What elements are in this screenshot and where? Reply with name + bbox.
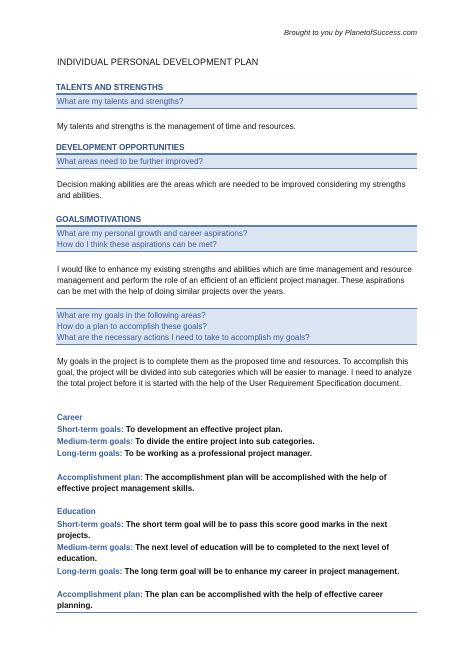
career-heading: Career bbox=[57, 413, 83, 422]
goal-text: The short term goal will be to pass this score good marks in the next projects. bbox=[57, 520, 388, 540]
question-text: What are the necessary actions I need to take to accomplish my goals? bbox=[57, 333, 310, 342]
section-heading-development: DEVELOPMENT OPPORTUNITIES bbox=[56, 143, 417, 154]
goal-text: To divide the entire project into sub categories. bbox=[133, 437, 315, 446]
goal-label: Accomplishment plan: bbox=[57, 473, 143, 482]
answer-goals-areas: My goals in the project is to complete them as the proposed time and resources. To accomplish this goal, the project will be divided into sub categories which will be easier to manage. I need to analyze the total project before it is started with the help of the User Requirement Specification document. bbox=[57, 357, 412, 388]
section-heading-goals: GOALS/MOTIVATIONS bbox=[56, 215, 417, 226]
education-medium-term bbox=[57, 542, 419, 564]
career-short-term bbox=[57, 424, 419, 435]
question-text: What are my goals in the following areas? bbox=[57, 311, 206, 320]
goal-label: Medium-term goals: bbox=[57, 543, 134, 552]
goal-label: Short-term goals: bbox=[57, 425, 124, 434]
section-heading-talents: TALENTS AND STRENGTHS bbox=[56, 83, 417, 94]
page-title: INDIVIDUAL PERSONAL DEVELOPMENT PLAN bbox=[57, 57, 259, 67]
goal-text: The plan can be accomplished with the help of effective career planning. bbox=[57, 590, 383, 610]
brand-credit: Brought to you by PlanetofSuccess.com bbox=[284, 28, 417, 37]
goal-label: Long-term goals: bbox=[57, 449, 123, 458]
education-heading: Education bbox=[57, 507, 96, 516]
question-text: How do a plan to accomplish these goals? bbox=[57, 322, 207, 331]
question-box-development bbox=[56, 154, 417, 169]
education-short-term bbox=[57, 519, 419, 541]
education-accomplishment-plan bbox=[57, 589, 419, 611]
question-text: How do I think these aspirations can be met? bbox=[57, 240, 217, 249]
goal-text: To be working as a professional project manager. bbox=[122, 449, 313, 458]
education-long-term bbox=[57, 566, 419, 577]
bottom-divider bbox=[56, 612, 417, 613]
goal-label: Medium-term goals: bbox=[57, 437, 134, 446]
question-text: What areas need to be further improved? bbox=[57, 157, 203, 166]
goal-text: The accomplishment plan will be accomplished with the help of effective project management skills. bbox=[57, 473, 387, 493]
answer-talents: My talents and strengths is the management of time and resources. bbox=[57, 122, 296, 131]
goal-label: Accomplishment plan: bbox=[57, 590, 143, 599]
question-box-goals bbox=[56, 226, 417, 252]
career-long-term bbox=[57, 448, 419, 459]
career-accomplishment-plan bbox=[57, 472, 419, 494]
goal-label: Short-term goals: bbox=[57, 520, 124, 529]
question-text: What are my personal growth and career aspirations? bbox=[57, 229, 248, 238]
answer-goals: I would like to enhance my existing strengths and abilities which are time management and resource management and perform the role of an efficient of an efficient project manager. These aspirations can be met with the help of doing similar projects over the years. bbox=[57, 265, 412, 296]
goal-text: The next level of education will be to completed to the next level of education. bbox=[57, 543, 390, 563]
question-text: What are my talents and strengths? bbox=[57, 97, 184, 106]
question-box-talents bbox=[56, 94, 417, 109]
goal-text: The long term goal will be to enhance my career in project management. bbox=[122, 567, 400, 576]
question-box-goals-areas bbox=[56, 308, 417, 345]
answer-development: Decision making abilities are the areas which are needed to be improved considering my strengths and abilities. bbox=[57, 180, 406, 200]
career-medium-term bbox=[57, 436, 419, 447]
goal-label: Long-term goals: bbox=[57, 567, 123, 576]
goal-text: To development an effective project plan. bbox=[123, 425, 283, 434]
